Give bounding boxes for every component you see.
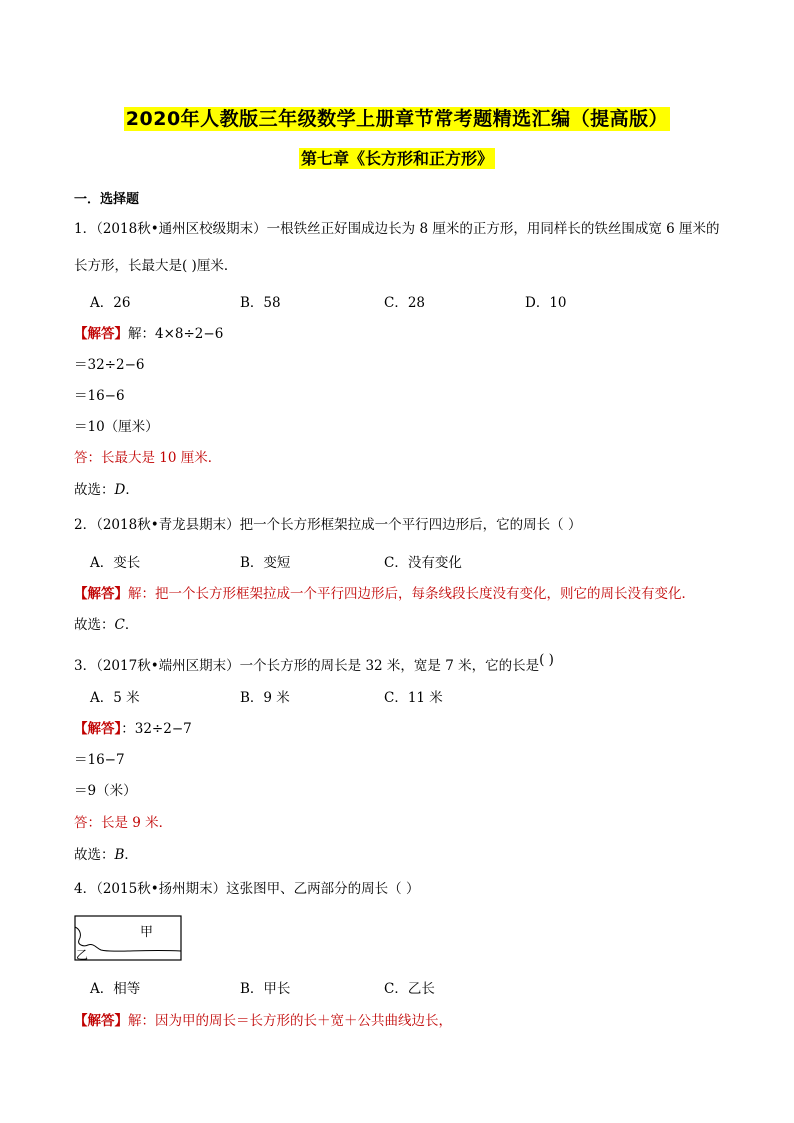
q3-stem: 3．（2017秋•端州区期末）一个长方形的周长是 32 米，宽是 7 米，它的长是( ) — [74, 652, 554, 674]
q3-option-c: C．11 米 — [384, 690, 443, 706]
q1-option-a: A．26 — [90, 295, 131, 311]
chapter-title: 第七章《长方形和正方形》 — [300, 149, 493, 168]
q1-stem-line2: 长方形，长最大是( )厘米． — [74, 258, 238, 274]
q1-choice: 故选：D． — [74, 482, 139, 498]
q4-option-c: C．乙长 — [384, 981, 435, 997]
q1-reply: 答：长最大是 10 厘米． — [74, 450, 222, 466]
q4-answer: 【解答】解：因为甲的周长＝长方形的长＋宽＋公共曲线边长， — [74, 1013, 452, 1029]
q3-option-b: B．9 米 — [240, 690, 290, 706]
q2-option-c: C．没有变化 — [384, 555, 462, 571]
document-title: 2020年人教版三年级数学上册章节常考题精选汇编（提高版） — [125, 108, 669, 130]
q2-choice: 故选：C． — [74, 617, 139, 633]
q1-option-d: D．10 — [525, 295, 567, 311]
q1-answer-line3: ＝16−6 — [74, 388, 125, 404]
q3-option-a: A．5 米 — [90, 690, 140, 706]
rectangle-figure — [74, 915, 182, 961]
q3-answer-line2: ＝16−7 — [74, 752, 125, 768]
q4-option-b: B．甲长 — [240, 981, 291, 997]
q3-reply: 答：长是 9 米． — [74, 815, 173, 831]
figure-label-jia: 甲 — [140, 925, 154, 940]
q1-answer-line1: 解：4×8÷2−6 — [128, 326, 224, 342]
q1-answer — [74, 322, 223, 342]
q3-choice: 故选：B． — [74, 847, 138, 863]
answer-tag: 【解答】 — [74, 326, 128, 342]
q1-answer-line2: ＝32÷2−6 — [74, 357, 145, 373]
q1-option-b: B．58 — [240, 295, 281, 311]
q2-stem: 2．（2018秋•青龙县期末）把一个长方形框架拉成一个平行四边形后，它的周长（ ） — [74, 517, 582, 533]
q4-option-a: A．相等 — [90, 981, 141, 997]
figure-label-yi: 乙 — [76, 948, 89, 961]
q3-answer-line3: ＝9（米） — [74, 783, 137, 799]
q4-stem: 4．（2015秋•扬州期末）这张图甲、乙两部分的周长（ ） — [74, 881, 420, 897]
q2-option-a: A．变长 — [90, 555, 141, 571]
q1-option-c: C．28 — [384, 295, 426, 311]
section-heading: 一．选择题 — [74, 192, 140, 207]
q2-option-b: B．变短 — [240, 555, 291, 571]
figure-rectangle — [75, 916, 181, 960]
q1-answer-line4: ＝10（厘米） — [74, 419, 159, 435]
q2-answer: 【解答】解：把一个长方形框架拉成一个平行四边形后，每条线段长度没有变化，则它的周长没有变化． — [74, 586, 695, 602]
q1-stem-line1: 1．（2018秋•通州区校级期末）一根铁丝正好围成边长为 8 厘米的正方形，用同样长的铁丝围成宽 6 厘米的 — [74, 221, 720, 237]
q3-answer: 【解答】：32÷2−7 — [74, 721, 192, 737]
